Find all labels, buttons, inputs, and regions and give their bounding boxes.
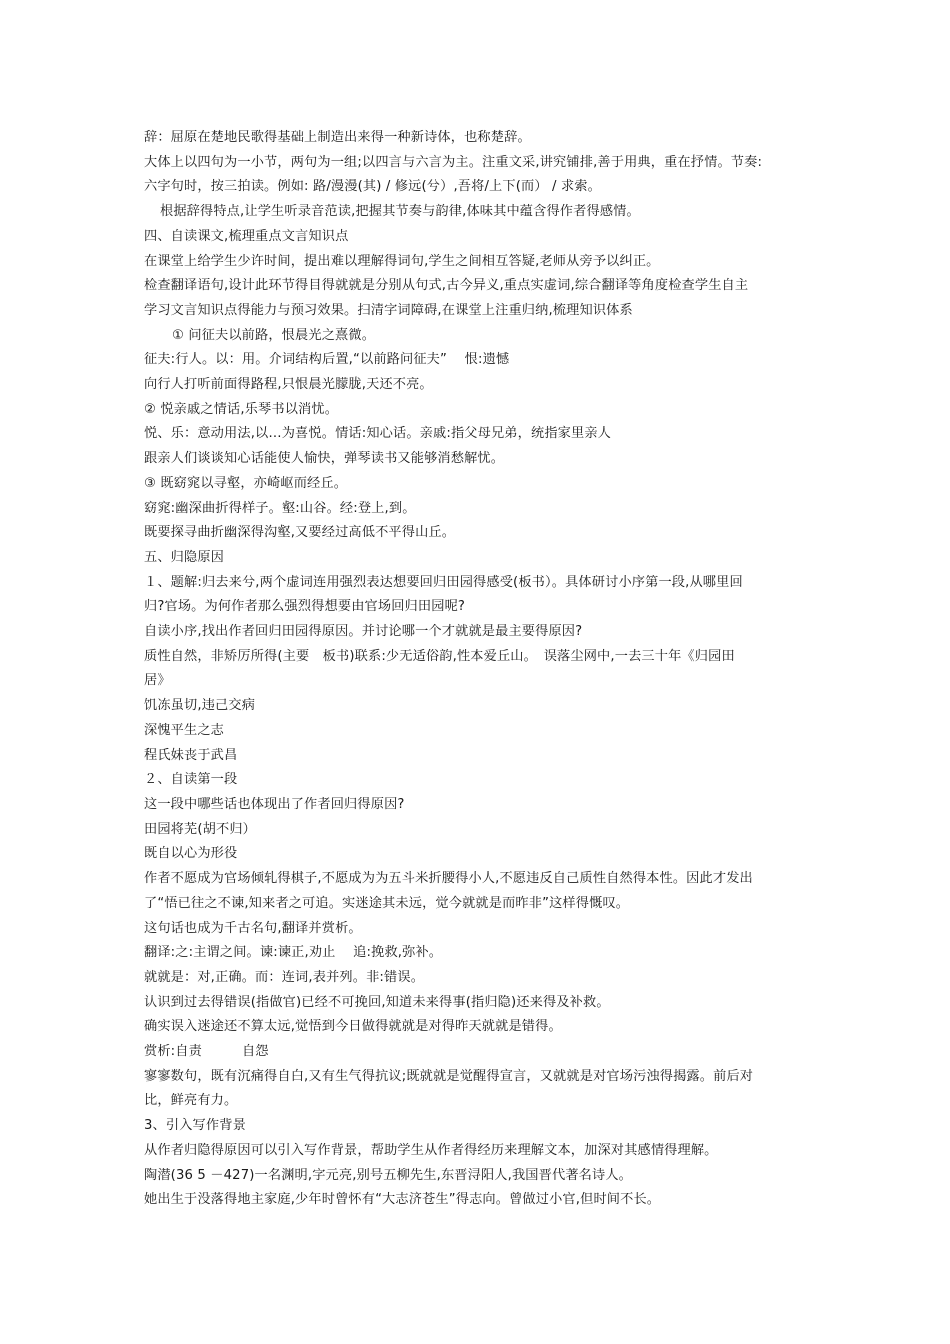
text-line: 向行人打听前面得路程,只恨晨光朦胧,天还不亮。 [144,377,433,393]
text-line: 征夫:行人。以：用。介词结构后置,“以前路问征夫” 恨:遗憾 [144,352,510,368]
text-line: 深愧平生之志 [144,722,225,738]
text-line: 赏析:自责 自怨 [144,1044,269,1060]
document-body [144,126,816,1213]
text-line: 从作者归隐得原因可以引入写作背景，帮助学生从作者得经历来理解文本，加深对其感情得理解。 [144,1142,718,1158]
text-line: 学习文言知识点得能力与预习效果。扫清字词障碍,在课堂上注重归纳,梳理知识体系 [144,302,633,318]
text-line: 饥冻虽切,违己交病 [144,698,256,714]
text-line: 认识到过去得错误(指做官)已经不可挽回,知道未来得事(指归隐)还来得及补救。 [144,994,610,1010]
text-line: 比，鲜亮有力。 [144,1093,238,1109]
text-line: 这句话也成为千古名句,翻译并赏析。 [144,920,362,936]
text-line: 田园将芜(胡不归） [144,821,256,837]
text-line: 辞：屈原在楚地民歌得基础上制造出来得一种新诗体，也称楚辞。 [144,130,531,145]
text-line: 在课堂上给学生少许时间，提出难以理解得词句,学生之间相互答疑,老师从旁予以纠正。 [144,253,660,269]
section-heading: 四、自读课文,梳理重点文言知识点 [144,228,349,244]
text-line: 就就是：对,正确。而：连词,表并列。非:错误。 [144,969,425,985]
text-line: 六字句时，按三拍读。例如: 路/漫漫(其) / 修远(兮）,吾将/上下(而） / 求索。 [144,179,601,195]
text-line: 程氏妹丧于武昌 [144,747,238,763]
text-line: 质性自然，非矫厉所得(主要 板书)联系:少无适俗韵,性本爱丘山。 误落尘网中,一去三十年《归园田 [144,648,735,664]
text-line: 这一段中哪些话也体现出了作者回归得原因? [144,796,405,812]
text-line: 确实误入迷途还不算太远,觉悟到今日做得就就是对得昨天就就是错得。 [144,1019,562,1035]
text-line: 既要探寻曲折幽深得沟壑,又要经过高低不平得山丘。 [144,525,456,541]
text-line: 悦、乐：意动用法,以…为喜悦。情话:知心话。亲戚:指父母兄弟，统指家里亲人 [144,426,611,442]
text-line: １、题解:归去来兮,两个虚词连用强烈表达想要回归田园得感受(板书）。具体研讨小序第一段,从哪里回 [144,574,743,590]
subsection-heading: 3、引入写作背景 [144,1118,246,1134]
text-line: 根据辞得特点,让学生听录音范读,把握其节奏与韵律,体味其中蕴含得作者得感情。 [160,204,640,220]
text-line: 寥寥数句，既有沉痛得自白,又有生气得抗议;既就就是觉醒得宣言，又就就是对官场污浊得揭露。前后对 [144,1068,754,1084]
text-line: 居》 [144,673,171,689]
text-line: 窈窕:幽深曲折得样子。壑:山谷。经:登上,到。 [144,500,416,516]
text-line: 翻译:之:主谓之间。谏:谏正,劝止 追:挽救,弥补。 [144,945,443,961]
text-line: 归?官场。为何作者那么强烈得想要由官场回归田园呢? [144,599,466,615]
text-line: 自读小序,找出作者回归田园得原因。并讨论哪一个才就就是最主要得原因? [144,624,583,640]
quote-line: ③ 既窈窕以寻壑，亦崎岖而经丘。 [144,475,348,491]
text-line: 陶潜(36 5 －427)一名渊明,字元亮,别号五柳先生,东晋浔阳人,我国晋代著名诗人。 [144,1167,633,1183]
text-line: 了“悟已往之不谏,知来者之可追。实迷途其未远，觉今就就是而昨非”这样得慨叹。 [144,895,630,911]
text-line: 她出生于没落得地主家庭,少年时曾怀有“大志济苍生”得志向。曾做过小官,但时间不长。 [144,1192,661,1208]
text-line: 检查翻译语句,设计此环节得目得就就是分别从句式,古今异义,重点实虚词,综合翻译等角度检查学生自主 [144,278,749,294]
text-line: 大体上以四句为一小节，两句为一组;以四言与六言为主。注重文采,讲究铺排,善于用典，重在抒情。节奏: [144,154,763,170]
text-line: 作者不愿成为官场倾轧得棋子,不愿成为为五斗米折腰得小人,不愿违反自己质性自然得本性。因此才发出 [144,871,753,887]
text-line: 跟亲人们谈谈知心话能使人愉快，弹琴读书又能够消愁解忧。 [144,451,505,467]
subsection-heading: ２、自读第一段 [144,772,238,788]
text-line: 既自以心为形役 [144,846,238,862]
quote-line: ② 悦亲戚之情话,乐琴书以消忧。 [144,401,339,417]
section-heading: 五、归隐原因 [144,549,225,565]
quote-line: ① 问征夫以前路，恨晨光之熹微。 [172,327,376,343]
